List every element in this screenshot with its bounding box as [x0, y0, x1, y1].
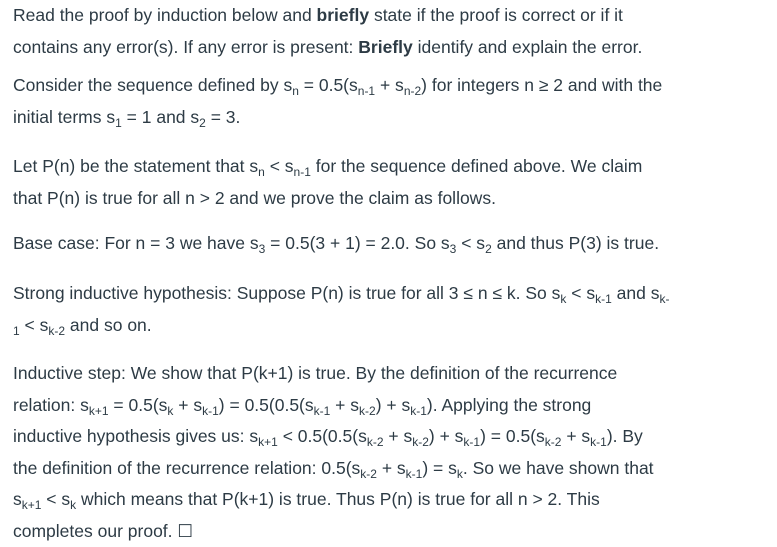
- step-line-4: the definition of the recurrence relation: $0.5(s_{k-2} + s_{k-1}) = s_k$. So we have shown that: [13, 453, 763, 485]
- step-line-5: $s_{k+1} < s_k$ which means that P(k+1) is true. Thus P(n) is true for all n > 2. This: [13, 484, 763, 516]
- emphasis-briefly-2: Briefly: [358, 37, 412, 57]
- base-case-paragraph: [13, 228, 763, 260]
- instructions-paragraph: [13, 0, 763, 63]
- hypothesis-line-2: $_1 < s_{k-2}$ and so on.: [13, 310, 763, 342]
- qed-square-icon: ☐: [177, 516, 193, 547]
- hypothesis-line-1: Strong inductive hypothesis: Suppose P(n) is true for all 3 ≤ n ≤ k. So $s_k < s_{k-1}$ and $s_{k-}$: [13, 278, 763, 310]
- claim-paragraph: [13, 151, 763, 214]
- step-line-3: inductive hypothesis gives us: $s_{k+1} < 0.5(0.5(s_{k-2} + s_{k-2}) + s_{k-1}) = 0.5(s_{k-2} + s_{k-1})$. By: [13, 421, 763, 453]
- emphasis-briefly: briefly: [317, 5, 370, 25]
- sequence-definition-paragraph: [13, 70, 763, 133]
- base-case-line: Base case: For n = 3 we have $s_3 = 0.5(3 + 1) = 2.0$. So $s_3 < s_2$ and thus P(3) is true.: [13, 228, 763, 260]
- instructions-line-2: contains any error(s). If any error is present: Briefly identify and explain the error.: [13, 32, 763, 64]
- inductive-step-paragraph: [13, 358, 763, 547]
- step-line-1: Inductive step: We show that P(k+1) is true. By the definition of the recurrence: [13, 358, 763, 390]
- definition-line-2: initial terms $s_1 = 1$ and $s_2 = 3$.: [13, 102, 763, 134]
- claim-line-1: Let P(n) be the statement that $s_n < s_{n-1}$ for the sequence defined above. We claim: [13, 151, 763, 183]
- step-line-2: relation: $s_{k+1} = 0.5(s_k + s_{k-1}) = 0.5(0.5(s_{k-1} + s_{k-2}) + s_{k-1})$. Applying the strong: [13, 390, 763, 422]
- step-line-6: completes our proof. ☐: [13, 516, 763, 547]
- definition-line-1: Consider the sequence defined by $s_n = 0.5(s_{n-1} + s_{n-2})$ for integers n ≥ 2 and with the: [13, 70, 763, 102]
- instructions-line-1: Read the proof by induction below and briefly state if the proof is correct or if it: [13, 0, 763, 32]
- inductive-hypothesis-paragraph: [13, 278, 763, 341]
- claim-line-2: that P(n) is true for all n > 2 and we prove the claim as follows.: [13, 183, 763, 215]
